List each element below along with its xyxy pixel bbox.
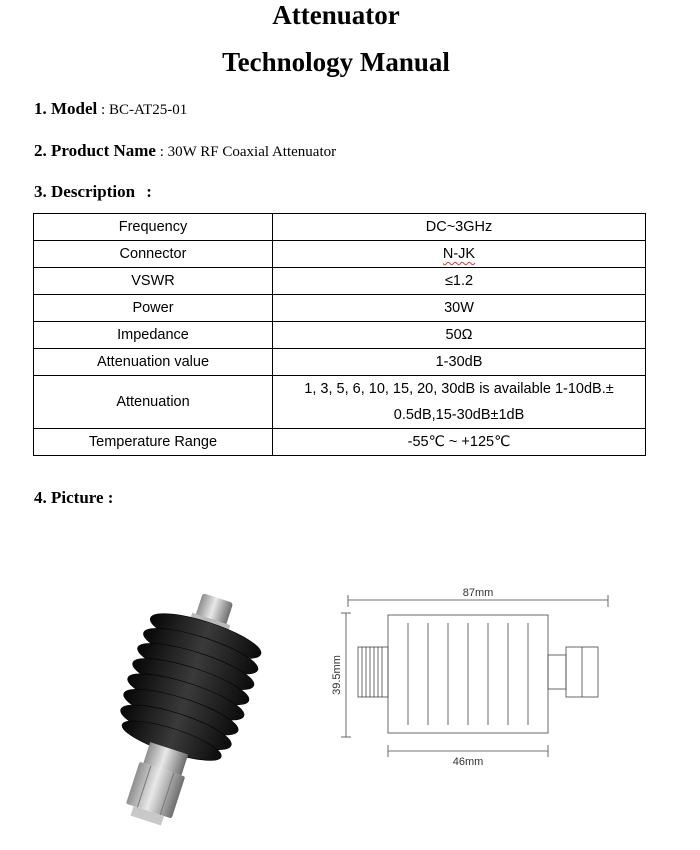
table-row [34, 241, 646, 268]
spec-value: 50Ω [273, 322, 646, 349]
spec-value: DC~3GHz [273, 214, 646, 241]
separator: : [159, 144, 164, 160]
spec-value: ≤1.2 [273, 268, 646, 295]
spec-value [273, 241, 646, 268]
spec-value [273, 376, 646, 429]
spec-name: Attenuation value [34, 349, 273, 376]
spec-name: Frequency [34, 214, 273, 241]
picture-label: 4. Picture : [34, 488, 114, 507]
table-row [34, 349, 646, 376]
model-label: 1. Model [34, 99, 98, 118]
spec-table [33, 213, 646, 456]
table-row [34, 429, 646, 456]
body-length-label: 46mm [452, 756, 484, 765]
spec-name: Connector [34, 241, 273, 268]
height-label: 39.5mm [331, 655, 343, 695]
product-name-field [34, 141, 336, 161]
model-value: BC-AT25-01 [108, 102, 188, 118]
spec-value: -55℃ ~ +125℃ [273, 429, 646, 456]
model-field [34, 99, 187, 119]
spec-name: Attenuation [34, 376, 273, 429]
product-name-value: 30W RF Coaxial Attenuator [167, 144, 337, 160]
description-label: 3. Description [34, 182, 136, 201]
attenuation-line-2: 0.5dB,15-30dB±1dB [393, 407, 525, 423]
description-heading [34, 182, 152, 202]
spec-name: VSWR [34, 268, 273, 295]
picture-heading [34, 488, 113, 508]
document-title: Attenuator [272, 0, 400, 30]
spec-name: Power [34, 295, 273, 322]
connector-value: N-JK [442, 246, 476, 262]
length-label: 87mm [462, 587, 494, 599]
spec-name: Temperature Range [34, 429, 273, 456]
spec-value: 30W [273, 295, 646, 322]
document-subtitle: Technology Manual [222, 47, 450, 77]
product-name-label: 2. Product Name [34, 141, 156, 160]
description-colon: : [146, 182, 152, 201]
table-row [34, 322, 646, 349]
table-row [34, 214, 646, 241]
table-row [34, 376, 646, 429]
table-row [34, 268, 646, 295]
spec-value: 1-30dB [273, 349, 646, 376]
dimension-drawing [328, 585, 628, 765]
spec-name: Impedance [34, 322, 273, 349]
attenuator-photo [80, 590, 280, 840]
table-row [34, 295, 646, 322]
separator: : [101, 102, 106, 118]
attenuation-line-1: 1, 3, 5, 6, 10, 15, 20, 30dB is available 1-10dB.± [304, 381, 614, 397]
